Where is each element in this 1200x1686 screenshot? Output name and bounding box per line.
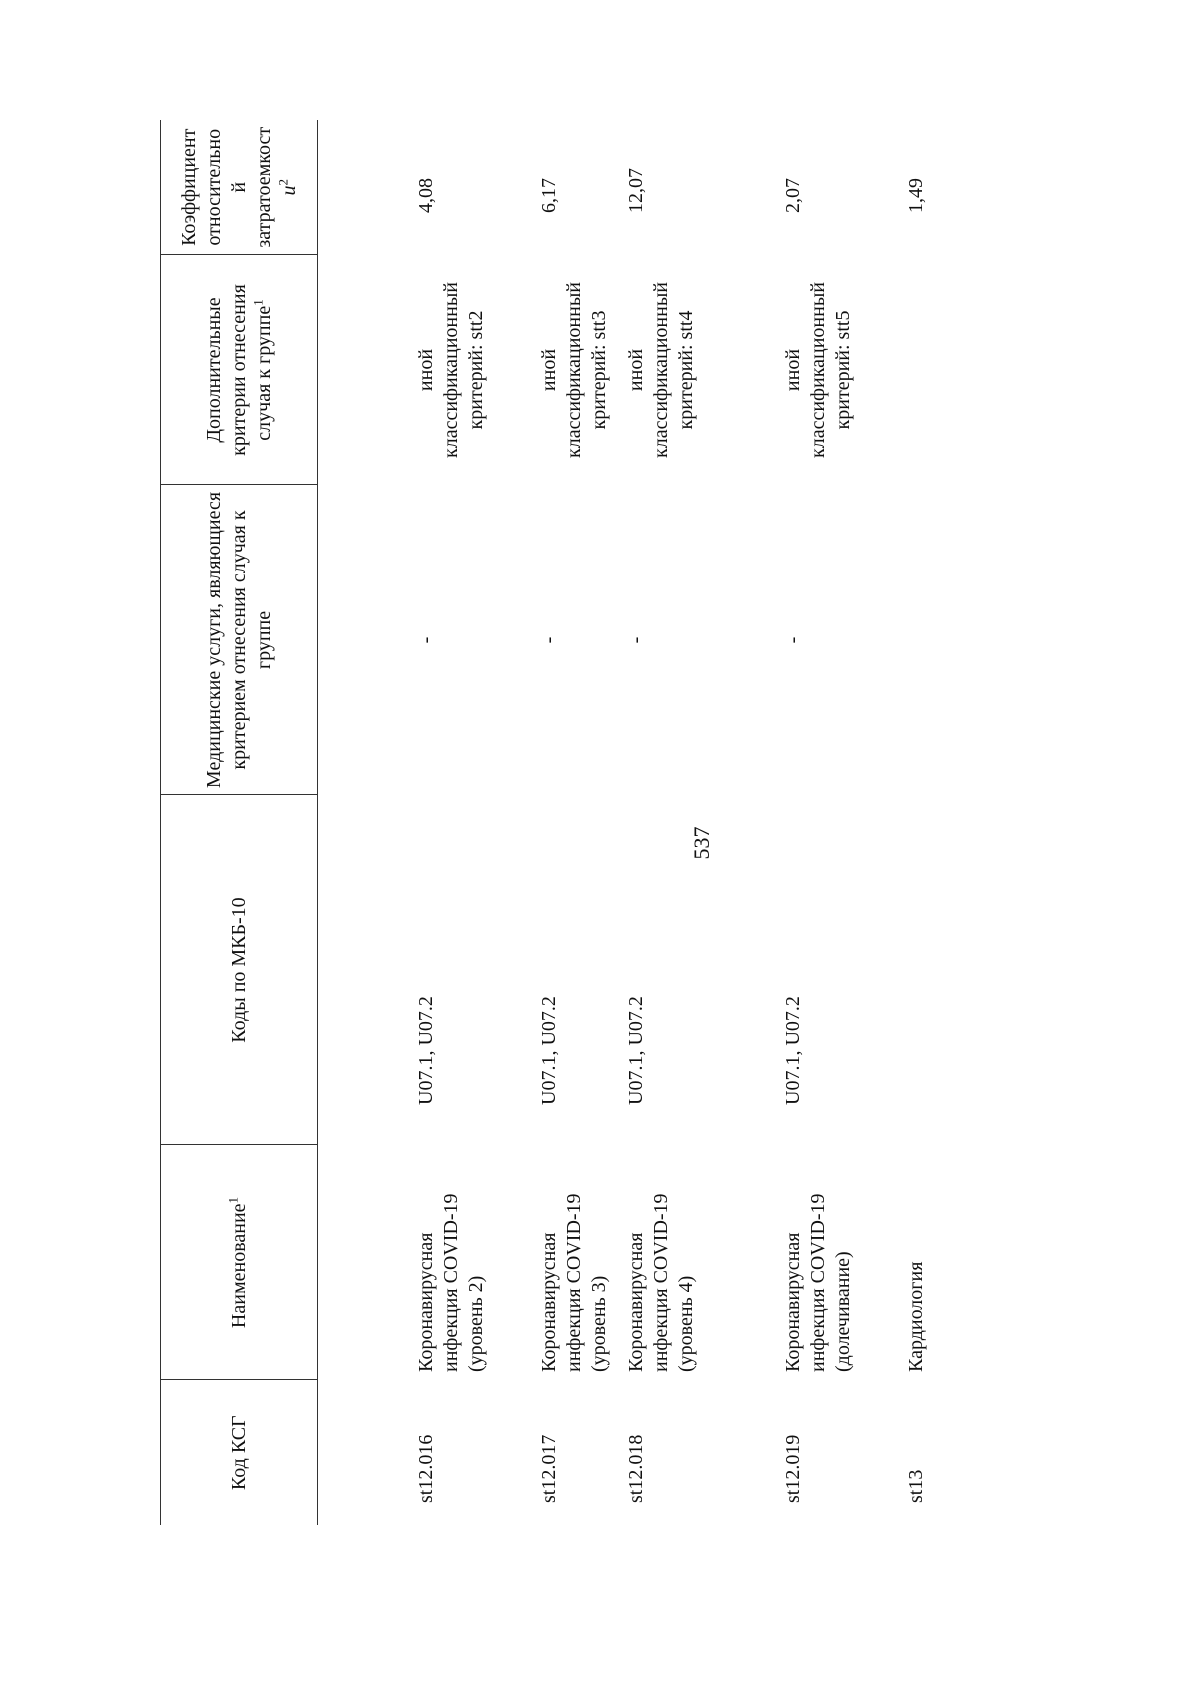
cell-coefficient: 4,08 [415,178,437,213]
header-name-footnote: 1 [224,1196,240,1204]
header-code: Код КСГ [161,1380,318,1525]
cell-services: - [415,636,437,644]
header-mkb: Коды по МКБ-10 [161,795,318,1145]
cell-mkb: U07.1, U07.2 [782,996,804,1105]
cell-coefficient: 12,07 [625,168,647,213]
header-coef-line1: Коэффициент относительно [177,128,225,246]
cell-code: st12.017 [538,1434,560,1503]
row-spacer [495,120,531,1525]
cell-name: Кардиология [905,1261,927,1372]
cell-additional: иной классификационный критерий: stt3 [538,282,610,458]
cell-mkb [898,795,935,1145]
page-number: 537 [689,826,714,860]
spacer-cell [862,120,898,1525]
spacer-cell [495,120,531,1525]
cell-services [898,485,935,795]
header-coef-line2: й [227,181,250,193]
header-coefficient [161,120,318,255]
cell-mkb: U07.1, U07.2 [415,996,437,1105]
table-row [618,120,705,1525]
header-coef-line4: и [277,185,300,196]
cell-code: st12.018 [625,1434,647,1503]
cell-services: - [625,636,647,644]
cell-additional: иной классификационный критерий: stt2 [415,282,487,458]
table-header-row [161,120,318,1525]
row-spacer [862,120,898,1525]
cell-code: st12.016 [415,1434,437,1503]
header-services: Медицинские услуги, являющиеся критерием отнесения случая к группе [161,485,318,795]
spacer-cell [705,120,775,1525]
header-name-text: Наименование [227,1203,250,1329]
table-row [775,120,862,1525]
table-row [318,120,496,1525]
ksg-table [160,120,935,1525]
cell-coefficient: 6,17 [538,178,560,213]
cell-code: st13 [905,1469,927,1503]
cell-additional: иной классификационный критерий: stt4 [625,282,697,458]
cell-mkb: U07.1, U07.2 [538,996,560,1105]
header-additional-footnote: 1 [249,299,265,306]
cell-name: Коронавирусная инфекция COVID-19 (долечивание) [782,1193,854,1372]
rotated-table-container [160,120,1115,1525]
cell-services: - [782,636,804,644]
cell-code: st12.019 [782,1434,804,1503]
header-name [161,1145,318,1380]
cell-additional: иной классификационный критерий: stt5 [782,282,854,458]
table-row [531,120,618,1525]
cell-additional [898,255,935,485]
cell-name: Коронавирусная инфекция COVID-19 (уровень 3) [538,1193,610,1372]
cell-services: - [538,636,560,644]
header-coef-footnote: 2 [274,179,290,186]
cell-mkb: U07.1, U07.2 [625,996,647,1105]
row-spacer [705,120,775,1525]
cell-coefficient: 2,07 [782,178,804,213]
header-coef-line3: затратоемкост [252,126,275,248]
cell-name: Коронавирусная инфекция COVID-19 (уровень 4) [625,1193,697,1372]
table-row [898,120,935,1525]
cell-coefficient: 1,49 [905,178,927,213]
header-additional-text: Дополнительные критерии отнесения случая к группе [202,284,275,456]
header-additional [161,255,318,485]
cell-name: Коронавирусная инфекция COVID-19 (уровень 2) [415,1193,487,1372]
